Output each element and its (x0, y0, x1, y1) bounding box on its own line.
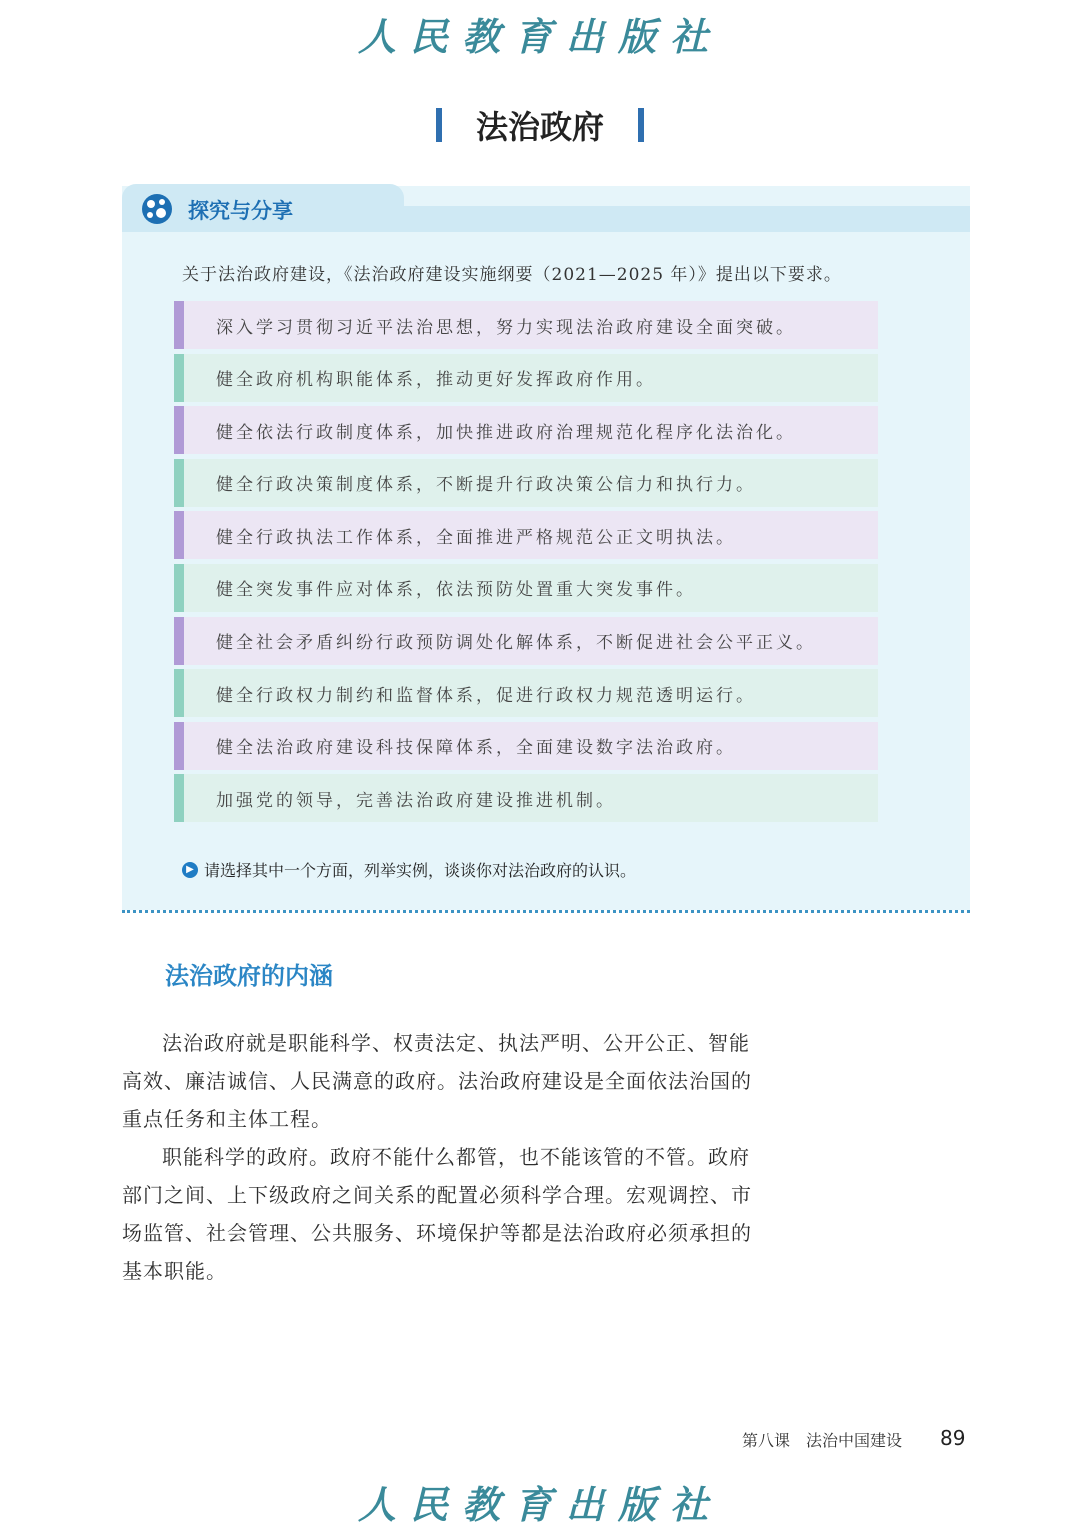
footer-chapter-title: 法治中国建设 (806, 1431, 903, 1450)
item-marker (174, 406, 184, 454)
publisher-logo-top: 人民教育出版社 (357, 14, 722, 59)
list-item-text: 深入学习贯彻习近平法治思想，努力实现法治政府建设全面突破。 (216, 317, 796, 338)
list-item (174, 722, 878, 770)
discussion-question (182, 858, 636, 881)
list-item-text: 健全法治政府建设科技保障体系，全面建设数字法治政府。 (216, 738, 736, 759)
list-item (174, 511, 878, 559)
item-marker (174, 511, 184, 559)
publisher-logo-bottom: 人民教育出版社 (357, 1482, 722, 1527)
list-item-text: 健全行政执法工作体系，全面推进严格规范公正文明执法。 (216, 527, 736, 548)
list-item-text: 健全政府机构职能体系，推动更好发挥政府作用。 (216, 370, 656, 391)
list-item (174, 301, 878, 349)
item-marker (174, 459, 184, 507)
arrow-right-icon: ▶ (182, 862, 198, 878)
list-item (174, 459, 878, 507)
dotted-divider (122, 910, 970, 913)
item-marker (174, 774, 184, 822)
list-item (174, 617, 878, 665)
item-marker (174, 722, 184, 770)
section-title-text: 法治政府 (475, 108, 604, 146)
subheading: 法治政府的内涵 (165, 961, 333, 990)
page-number: 89 (940, 1426, 966, 1450)
footer-lesson: 第八课 (742, 1431, 791, 1450)
explore-intro: 关于法治政府建设，《法治政府建设实施纲要（2021—2025 年）》提出以下要求。 (182, 265, 842, 285)
paragraph: 职能科学的政府。政府不能什么都管，也不能该管的不管。政府部门之间、上下级政府之间关系的配置必须科学合理。宏观调控、市场监管、社会管理、公共服务、环境保护等都是法治政府必须承担的基本职能。 (122, 1145, 752, 1283)
title-bar-right (638, 108, 644, 142)
section-title (0, 100, 1080, 150)
list-item-text: 加强党的领导，完善法治政府建设推进机制。 (216, 790, 616, 811)
paragraph: 法治政府就是职能科学、权责法定、执法严明、公开公正、智能高效、廉洁诚信、人民满意的政府。法治政府建设是全面依法治国的重点任务和主体工程。 (122, 1031, 752, 1131)
requirements-list (174, 301, 878, 827)
item-marker (174, 564, 184, 612)
list-item-text: 健全行政权力制约和监督体系，促进行政权力规范透明运行。 (216, 685, 756, 706)
list-item (174, 354, 878, 402)
list-item (174, 564, 878, 612)
item-marker (174, 301, 184, 349)
body-text (122, 1024, 762, 1290)
footer-chapter (742, 1428, 918, 1451)
list-item (174, 774, 878, 822)
explore-tab-label: 探究与分享 (188, 199, 293, 223)
list-item (174, 406, 878, 454)
item-marker (174, 669, 184, 717)
list-item-text: 健全突发事件应对体系，依法预防处置重大突发事件。 (216, 580, 696, 601)
item-marker (174, 354, 184, 402)
list-item-text: 健全依法行政制度体系，加快推进政府治理规范化程序化法治化。 (216, 422, 796, 443)
title-bar-left (436, 108, 442, 142)
explore-share-icon (140, 192, 174, 226)
list-item (174, 669, 878, 717)
question-text: 请选择其中一个方面，列举实例，谈谈你对法治政府的认识。 (204, 861, 637, 880)
list-item-text: 健全社会矛盾纠纷行政预防调处化解体系，不断促进社会公平正义。 (216, 633, 816, 654)
item-marker (174, 617, 184, 665)
list-item-text: 健全行政决策制度体系，不断提升行政决策公信力和执行力。 (216, 475, 756, 496)
